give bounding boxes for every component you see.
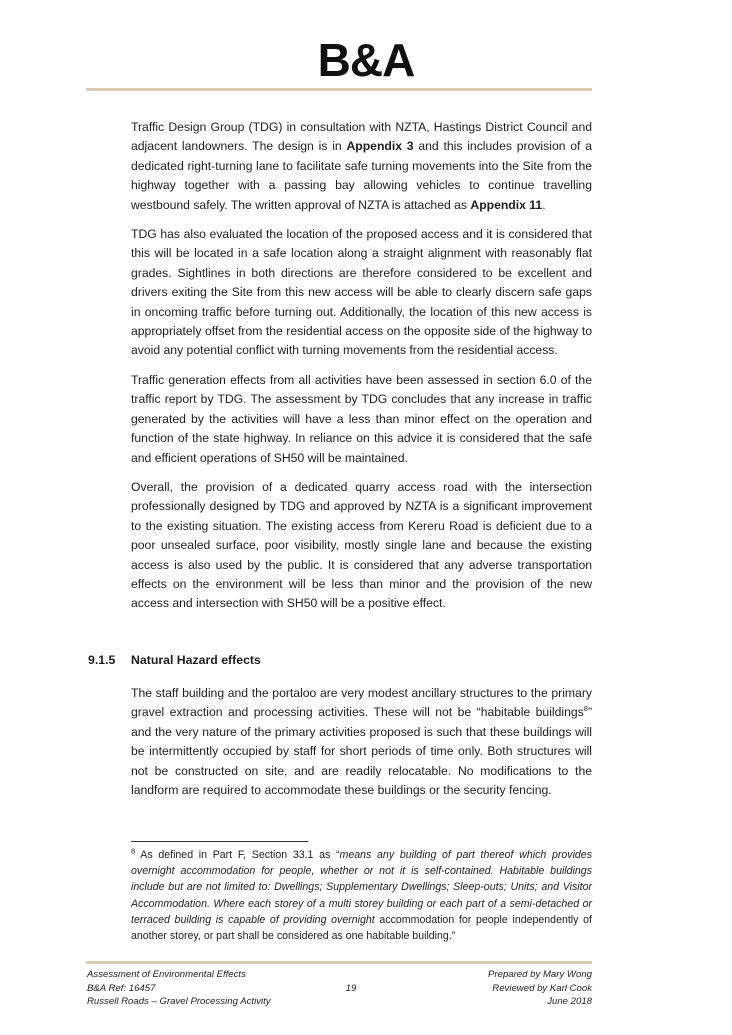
- natural-hazard-text-a: The staff building and the portaloo are very modest ancillary structures to the primary gravel extraction and processing activities. These will not be “habitable buildings: [131, 686, 592, 720]
- paragraph-4: Overall, the provision of a dedicated quarry access road with the intersection professionally designed by TDG and approved by NZTA is a significant improvement to the existing situation. The existing access from Kereru Road is deficient due to a poor unsealed surface, poor visibility, mostly single lane and because the existing access is also used by the public. It is considered that any adverse transportation effects on the environment will be less than minor and the provision of the new access and intersection with SH50 will be a positive effect.: [131, 479, 592, 611]
- footnote: [131, 847, 592, 944]
- footer-prepared-by: Prepared by Mary Wong: [488, 969, 592, 980]
- paragraph-1-text-c: and this includes provision of a dedicated right-turning lane to facilitate safe turning movements into the Site from the highway together with a passing bay allowing vehicles to continue travelling westbound safely. The written approval of NZTA is attached as: [131, 139, 593, 212]
- paragraph-2: TDG has also evaluated the location of the proposed access and it is considered that this will be located in a safe location along a straight alignment with reasonably flat grades. Sightlines in both directions are therefore considered to be excellent and drivers exiting the Site from this new access will be able to clearly discern safe gaps in oncoming traffic before turning out. Additionally, the location of this new access is appropriately offset from the residential access on the opposite side of the highway to avoid any potential conflict with turning movements from the residential access.: [131, 227, 592, 358]
- page-number: 19: [345, 983, 357, 994]
- natural-hazard-text-c: ” and the very nature of the primary activities proposed is such that these buildings will be intermittently occupied by staff for short periods of time only. Both structures will not be constructed on site, and are readily relocatable. No modifications to the landform are required to accommodate these buildings or the security fencing.: [131, 705, 592, 798]
- body-text: [131, 118, 592, 624]
- footnote-ref[interactable]: 8: [583, 704, 588, 714]
- footer-left: [87, 968, 271, 1009]
- footer-ref: B&A Ref: 16457: [87, 982, 156, 994]
- footer-right: [488, 968, 592, 1009]
- section-body: [131, 684, 592, 810]
- footer-date: June 2018: [547, 996, 592, 1008]
- natural-hazard-paragraph: [131, 684, 592, 800]
- company-logo: B&A: [317, 34, 415, 86]
- footer-project: Russell Roads – Gravel Processing Activity: [87, 996, 271, 1008]
- footer-divider: [86, 961, 592, 964]
- footnote-number: 8: [131, 846, 136, 856]
- footer-reviewed-by: Reviewed by Karl Cook: [492, 982, 592, 994]
- paragraph-3: Traffic generation effects from all activities have been assessed in section 6.0 of the traffic report by TDG. The assessment by TDG concludes that any increase in traffic generated by the activities will have a less than minor effect on the operation and function of the state highway. In reliance on this advice it is considered that the safe and efficient operations of SH50 will be maintained.: [131, 372, 592, 465]
- appendix-11-ref: Appendix 11: [470, 197, 543, 212]
- paragraph-1-text-e: .: [542, 197, 546, 212]
- footer-doc-title: Assessment of Environmental Effects: [87, 969, 246, 980]
- paragraph-1-text-a: Traffic Design Group (TDG) in consultation with NZTA, Hastings District Council and adjacent landowners. The design is in: [131, 120, 592, 154]
- footnote-divider: [131, 841, 308, 842]
- appendix-3-ref: Appendix 3: [346, 139, 414, 154]
- header-divider: [86, 88, 592, 91]
- section-number: 9.1.5: [88, 653, 116, 667]
- section-heading: [88, 653, 592, 667]
- section-title: Natural Hazard effects: [131, 653, 261, 667]
- footnote-definition: means any building of part thereof which provides overnight accommodation for people, whether or not it is self-contained. Habitable buildings include but are not limited to: Dwellings; Supplementary Dwellings; Sleep-outs; Units; and Visitor Accommodation. Where each storey of a multi storey building or each part of a semi-detached or terraced building is capable of providing overnight: [131, 849, 593, 926]
- paragraph-1: [131, 118, 592, 215]
- footnote-text-a: As defined in Part F, Section 33.1 as “: [135, 849, 340, 861]
- footnote-text-c: accommodation for people independently of another storey, or part shall be considered as one habitable building.”: [131, 913, 592, 943]
